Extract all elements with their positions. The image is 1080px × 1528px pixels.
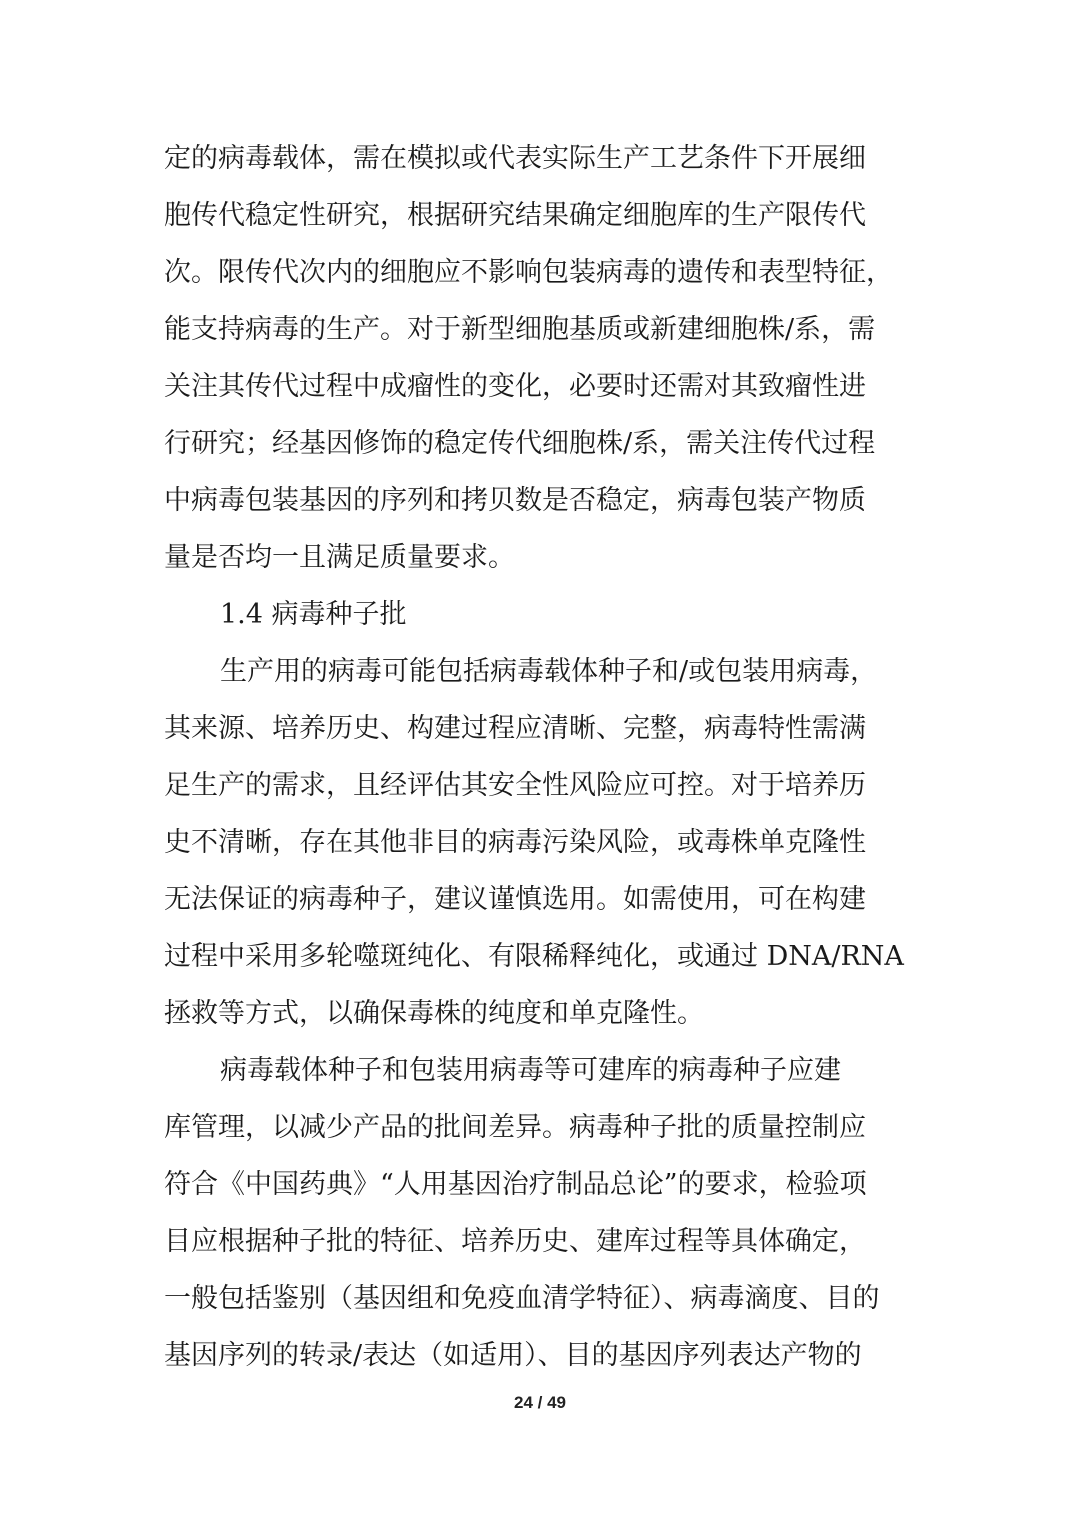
text-line: 次。限传代次内的细胞应不影响包装病毒的遗传和表型特征，: [164, 257, 893, 288]
text-line: 过程中采用多轮噬斑纯化、有限稀释纯化，或通过 DNA/RNA: [164, 941, 904, 972]
text-line: 基因序列的转录/表达（如适用）、目的基因序列表达产物的: [164, 1340, 862, 1371]
text-line: 胞传代稳定性研究，根据研究结果确定细胞库的生产限传代: [164, 200, 866, 231]
text-line: 拯救等方式，以确保毒株的纯度和单克隆性。: [164, 998, 704, 1029]
text-line: 无法保证的病毒种子，建议谨慎选用。如需使用，可在构建: [164, 884, 866, 915]
section-heading: 1.4 病毒种子批: [220, 599, 407, 630]
text-line: 生产用的病毒可能包括病毒载体种子和/或包装用病毒，: [220, 656, 878, 687]
text-line: 其来源、培养历史、构建过程应清晰、完整，病毒特性需满: [164, 713, 866, 744]
page-number: 24 / 49: [514, 1393, 566, 1412]
text-line: 中病毒包装基因的序列和拷贝数是否稳定，病毒包装产物质: [164, 485, 866, 516]
text-line: 行研究；经基因修饰的稳定传代细胞株/系，需关注传代过程: [164, 428, 876, 459]
body-text: [164, 130, 924, 1384]
text-line: 符合《中国药典》“人用基因治疗制品总论”的要求，检验项: [164, 1169, 867, 1200]
text-line: 关注其传代过程中成瘤性的变化，必要时还需对其致瘤性进: [164, 371, 866, 402]
text-line: 一般包括鉴别（基因组和免疫血清学特征）、病毒滴度、目的: [164, 1283, 880, 1314]
text-line: 目应根据种子批的特征、培养历史、建库过程等具体确定，: [164, 1226, 866, 1257]
text-line: 库管理，以减少产品的批间差异。病毒种子批的质量控制应: [164, 1112, 866, 1143]
text-line: 病毒载体种子和包装用病毒等可建库的病毒种子应建: [220, 1055, 841, 1086]
text-line: 足生产的需求，且经评估其安全性风险应可控。对于培养历: [164, 770, 866, 801]
text-line: 能支持病毒的生产。对于新型细胞基质或新建细胞株/系，需: [164, 314, 876, 345]
text-line: 量是否均一且满足质量要求。: [164, 542, 515, 573]
text-line: 定的病毒载体，需在模拟或代表实际生产工艺条件下开展细: [164, 143, 866, 174]
text-line: 史不清晰，存在其他非目的病毒污染风险，或毒株单克隆性: [164, 827, 866, 858]
